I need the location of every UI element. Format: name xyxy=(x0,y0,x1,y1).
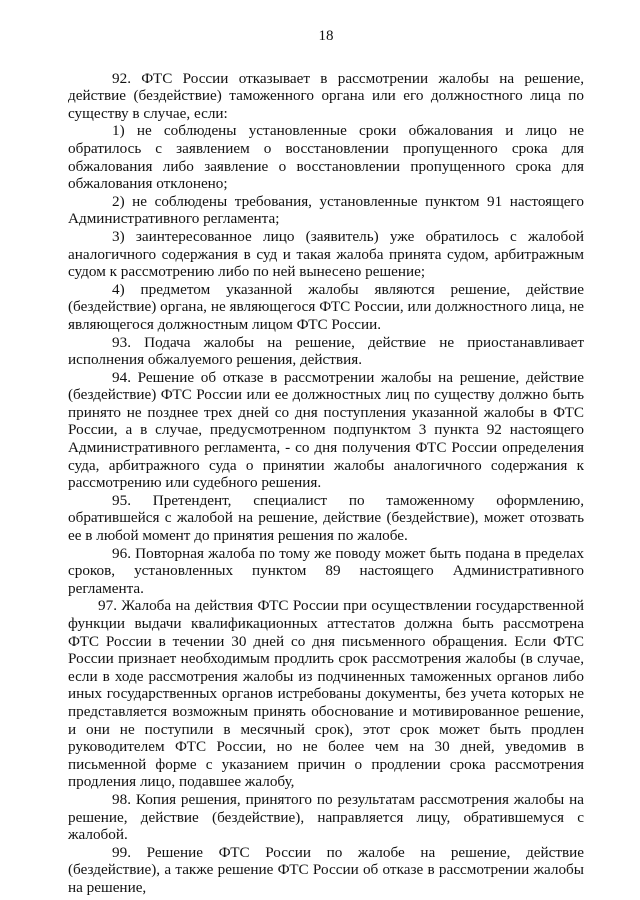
paragraph-98: 98. Копия решения, принятого по результатам рассмотрения жалобы на решение, действие (бездействие), направляется лицу, обратившемуся с жалобой. xyxy=(68,790,584,844)
paragraph-99: 99. Решение ФТС России по жалобе на решение, действие (бездействие), а также решение ФТС России об отказе в рассмотрении жалобы на решение, xyxy=(68,843,584,896)
paragraph-92-item-3: 3) заинтересованное лицо (заявитель) уже обратилось с жалобой аналогичного содержания в суд и такая жалоба принята судом, арбитражным судом к рассмотрению либо по ней вынесено решение; xyxy=(68,227,584,281)
paragraph-97: 97. Жалоба на действия ФТС России при осуществлении государственной функции выдачи квалификационных аттестатов должна быть рассмотрена ФТС России в течении 30 дней со дня письменного обращения. Если ФТС России признает необходимым продлить срок рассмотрения жалобы (в случае, если в ходе рассмотрения жалобы из подчиненных таможенных органов либо иных государственных органов истребованы документы, без учета которых не представляется возможным принять обоснование и мотивированное решение, и они не поступили в месячный срок), этот срок может быть продлен руководителем ФТС России, но не более чем на 30 дней, уведомив в письменной форме с указанием причин о продлении срока рассмотрения продления лицо, подавшее жалобу, xyxy=(68,597,584,791)
paragraph-93: 93. Подача жалобы на решение, действие не приостанавливает исполнения обжалуемого решения, действия. xyxy=(68,333,584,369)
paragraph-92-item-2: 2) не соблюдены требования, установленные пунктом 91 настоящего Административного регламента; xyxy=(68,192,584,228)
paragraph-92-item-4: 4) предметом указанной жалобы являются решение, действие (бездействие) органа, не являющегося ФТС России, или должностного лица, не являющегося должностным лицом ФТС России. xyxy=(68,280,584,333)
paragraph-94: 94. Решение об отказе в рассмотрении жалобы на решение, действие (бездействие) ФТС России или ее должностных лиц по существу должно быть принято не позднее трех дней со дня поступления указанной жалобы в ФТС России, а в случае, предусмотренном подпунктом 3 пункта 92 настоящего Административного регламента, - со дня получения ФТС России определения суда, арбитражного суда о принятии жалобы аналогичного содержания к рассмотрению или судебного решения. xyxy=(68,368,584,492)
paragraph-96: 96. Повторная жалоба по тому же поводу может быть подана в пределах сроков, установленных пунктом 89 настоящего Административного регламента. xyxy=(68,544,584,597)
page-number: 18 xyxy=(318,28,334,44)
paragraph-92: 92. ФТС России отказывает в рассмотрении жалобы на решение, действие (бездействие) таможенного органа или его должностного лица по существу в случае, если: xyxy=(68,69,584,122)
paragraph-92-item-1: 1) не соблюдены установленные сроки обжалования и лицо не обратилось с заявлением о восстановлении пропущенного срока для обжалования либо заявление о восстановлении пропущенного срока для обжалования отклонено; xyxy=(68,122,584,193)
paragraph-95: 95. Претендент, специалист по таможенному оформлению, обратившейся с жалобой на решение, действие (бездействие), может отозвать ее в любой момент до принятия решения по жалобе. xyxy=(68,491,584,545)
